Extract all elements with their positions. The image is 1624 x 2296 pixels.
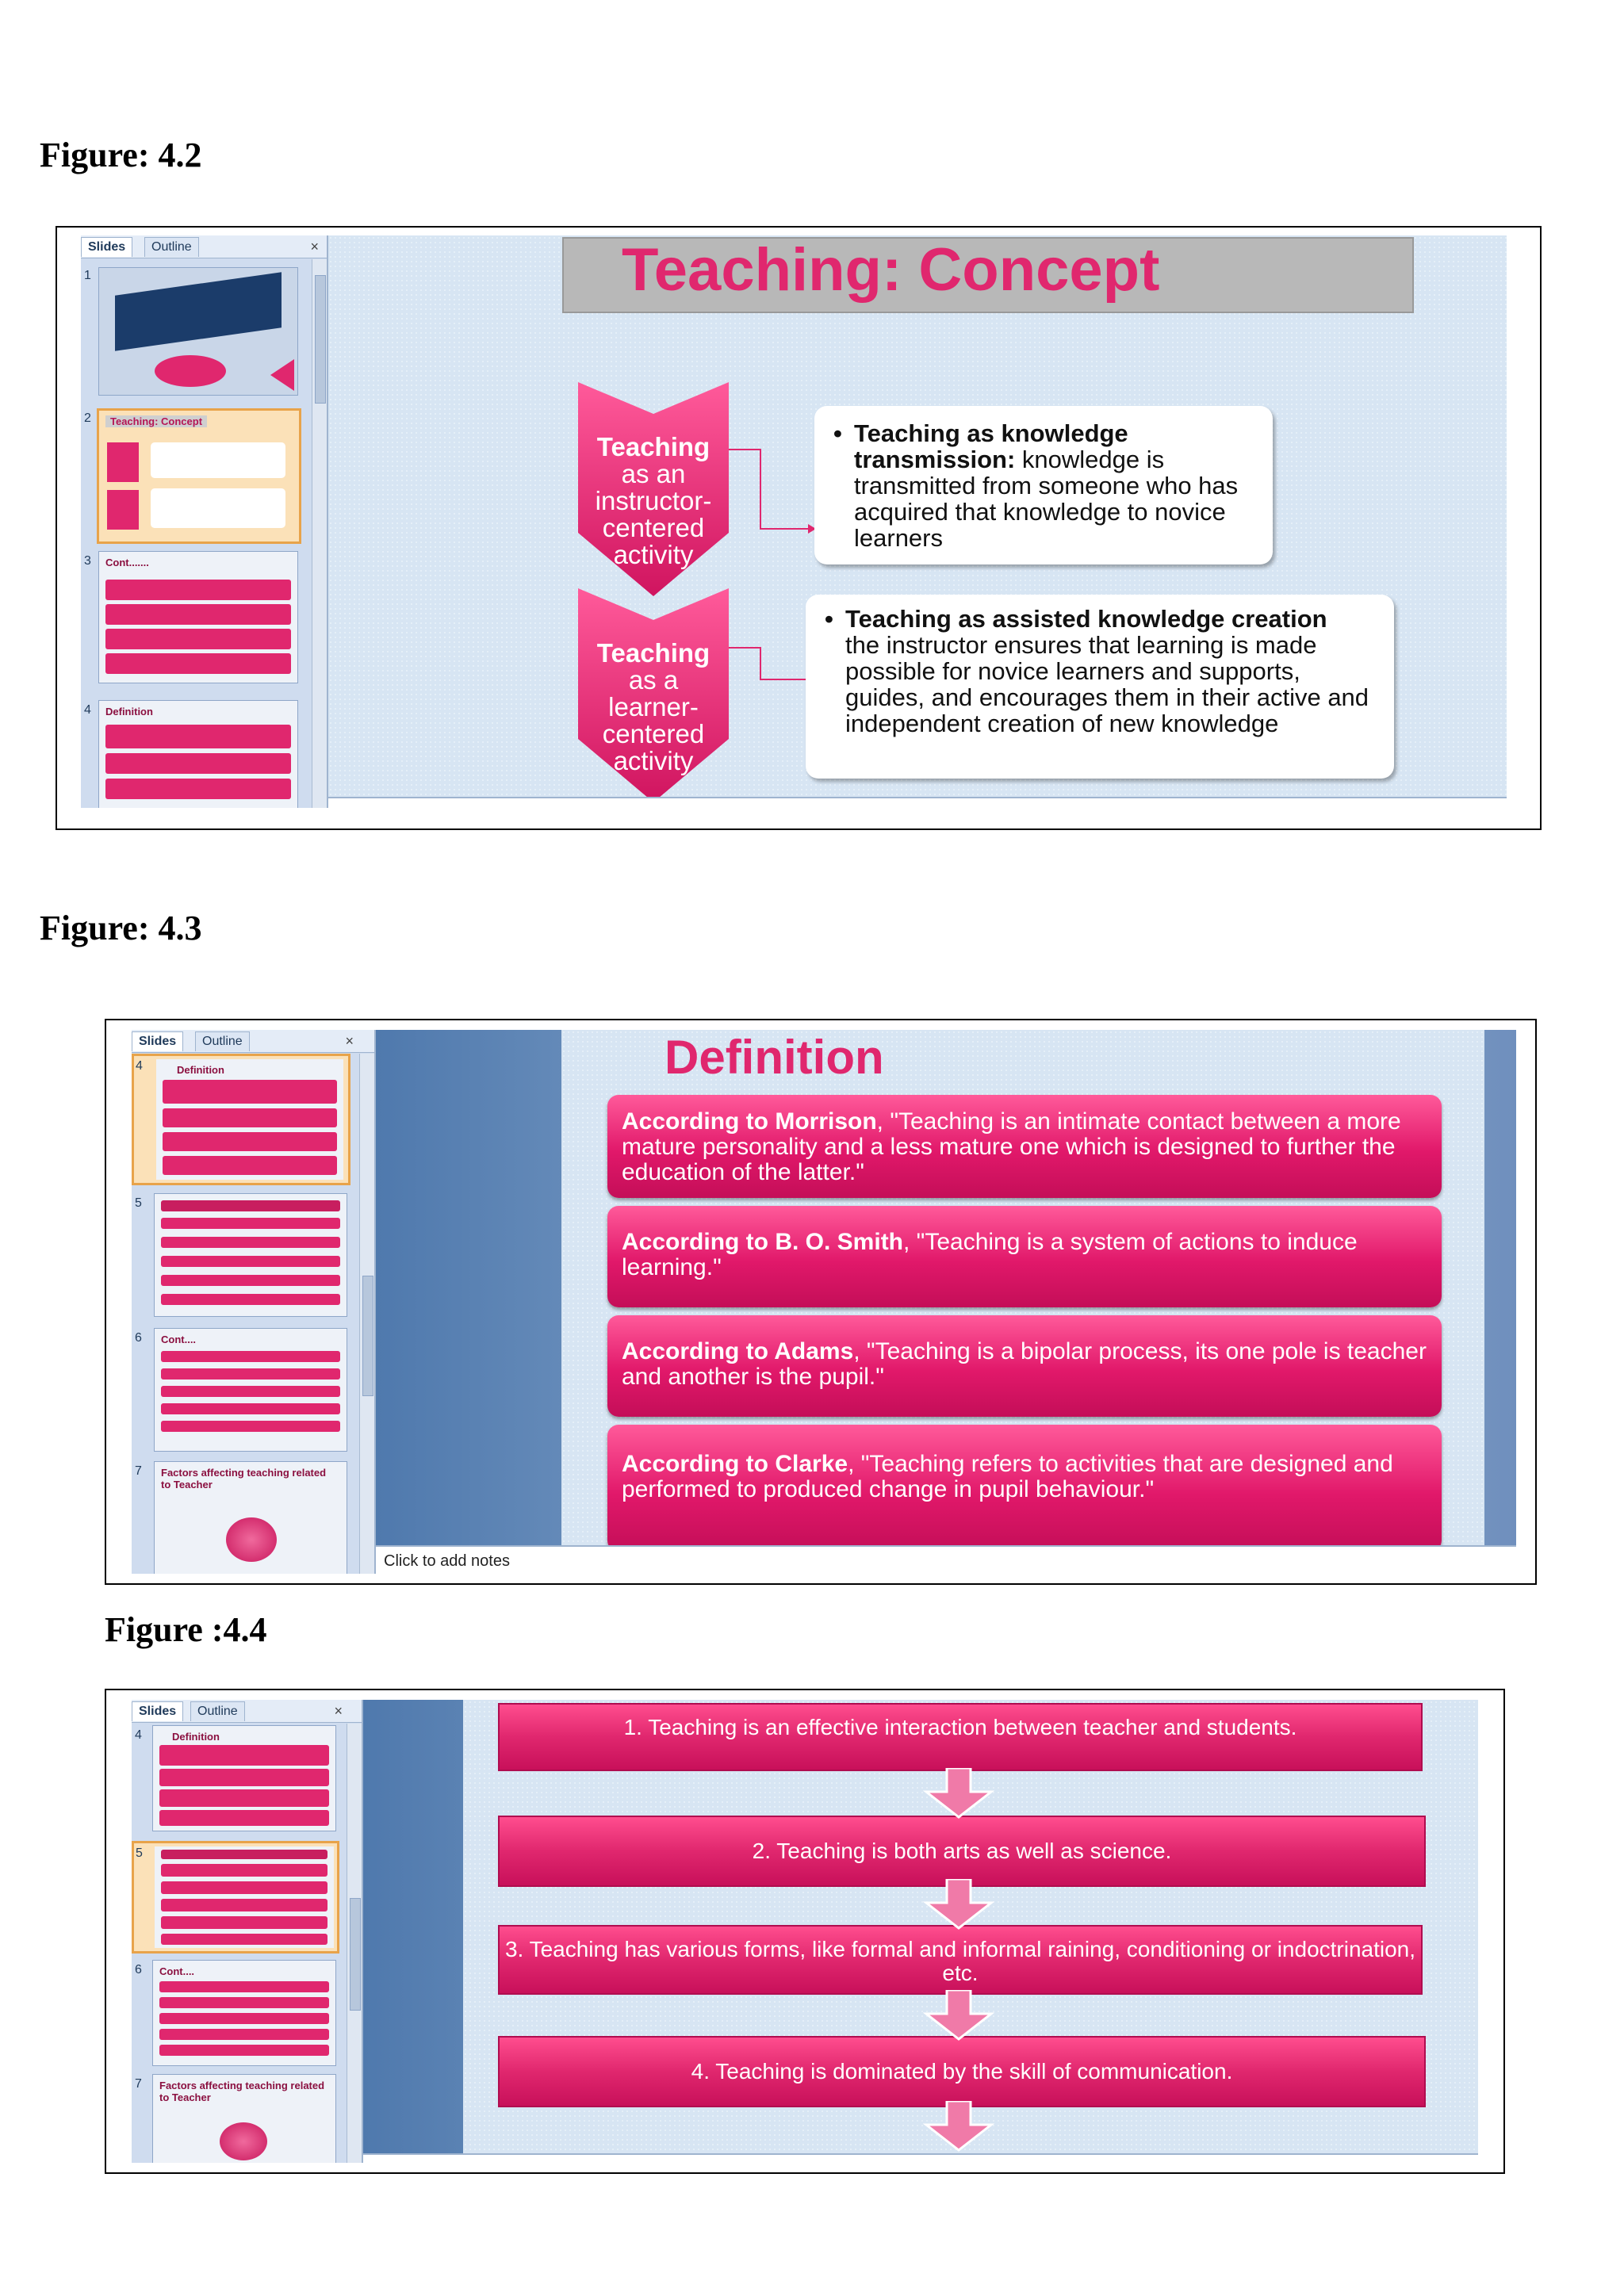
chevron-text: as an instructor-centered activity: [595, 459, 712, 569]
thumb-number: 5: [136, 1846, 143, 1860]
figure-caption-4-3: Figure: 4.3: [40, 909, 202, 947]
figure-caption-4-2: Figure: 4.2: [40, 136, 202, 174]
thumb-bar: [159, 1997, 329, 2008]
thumb-bar: [163, 1108, 337, 1127]
thumb-number: 1: [84, 269, 91, 282]
scrollbar-thumb[interactable]: [350, 1898, 361, 2011]
thumb-bar: [161, 1275, 340, 1286]
thumb-box: [151, 488, 285, 528]
thumb-title: Teaching: Concept: [105, 415, 207, 427]
thumb-bar: [161, 1386, 340, 1397]
tab-slides[interactable]: Slides: [132, 1031, 183, 1051]
slide-thumbnail[interactable]: [154, 1193, 347, 1317]
thumb-bar: [159, 1769, 329, 1786]
thumb-title: Cont....: [159, 1965, 195, 1977]
flow-step: 1. Teaching is an effective interaction between teacher and students.: [498, 1703, 1423, 1771]
thumb-title: Definition: [172, 1731, 220, 1743]
definition-text: , "Teaching is a bipolar process, its one pole is teacher and another is the pupil.": [622, 1338, 1427, 1390]
definition-text: , "Teaching refers to activities that are designed and performed to produced change in pupil behaviour.": [622, 1451, 1393, 1502]
tab-outline[interactable]: Outline: [190, 1701, 245, 1721]
thumb-bar: [161, 1256, 340, 1267]
thumb-bar: [161, 1916, 327, 1929]
close-icon[interactable]: ×: [334, 1703, 343, 1719]
slide-thumbnail-selected[interactable]: [132, 1054, 350, 1185]
scrollbar-thumb[interactable]: [315, 275, 326, 404]
pane-tabs: [132, 1700, 362, 1723]
box-bold: Teaching as assisted knowledge creation: [845, 605, 1327, 633]
pane-tabs: [132, 1030, 374, 1053]
thumb-bar: [159, 2013, 329, 2024]
thumb-bar: [105, 779, 291, 799]
pane-tabs: [81, 235, 327, 258]
chevron-label: [580, 640, 726, 775]
definition-box: [607, 1095, 1442, 1198]
powerpoint-window: [132, 1030, 1516, 1574]
thumb-oval: [155, 355, 226, 387]
thumb-title: Definition: [177, 1064, 224, 1076]
slides-pane: [132, 1700, 363, 2163]
thumb-bar: [161, 1351, 340, 1362]
definition-source: According to Adams: [622, 1338, 854, 1364]
definition-text: , "Teaching is an intimate contact between a more mature personality and a less mature one which is designed to further the education of the latter.": [622, 1108, 1401, 1185]
thumb-bar: [105, 580, 291, 600]
thumb-bar: [161, 1421, 340, 1432]
thumb-bar: [161, 1294, 340, 1305]
close-icon[interactable]: ×: [310, 239, 319, 254]
thumb-triangle-icon: [270, 359, 294, 391]
thumb-bar: [161, 1403, 340, 1414]
thumb-bar: [159, 2045, 329, 2056]
thumb-bar: [105, 653, 291, 674]
thumb-chevron: [107, 490, 139, 530]
definition-source: According to Clarke: [622, 1451, 848, 1477]
thumb-body: [156, 1059, 343, 1180]
thumb-title: Factors affecting teaching related to Teacher: [161, 1467, 327, 1490]
arrow-down-icon: [923, 1879, 994, 1930]
thumb-bar: [161, 1934, 327, 1945]
arrow-down-icon: [923, 2101, 994, 2152]
thumb-bar: [161, 1200, 340, 1211]
thumb-bar: [161, 1218, 340, 1229]
thumb-bar: [163, 1156, 337, 1175]
notes-pane[interactable]: [376, 1545, 1516, 1574]
thumb-body: [155, 1846, 334, 1948]
close-icon[interactable]: ×: [345, 1033, 354, 1049]
notes-pane[interactable]: [363, 2153, 1478, 2163]
box-bold: Teaching as knowledge transmission:: [854, 419, 1128, 473]
thumb-bar: [105, 753, 291, 774]
arrow-down-icon: [923, 1768, 994, 1819]
bullet-icon: •: [825, 605, 833, 633]
thumb-title: Cont.......: [105, 557, 149, 568]
thumb-title: Definition: [105, 706, 153, 718]
notes-pane[interactable]: [328, 797, 1507, 808]
chevron-text: as a learner-centered activity: [602, 665, 705, 775]
thumb-number: 7: [135, 2077, 142, 2091]
thumbnail-scrollbar[interactable]: [347, 1724, 362, 2163]
thumb-bar: [105, 629, 291, 649]
powerpoint-window: [132, 1700, 1478, 2163]
thumb-flower-icon: [220, 2122, 267, 2160]
thumb-bar: [163, 1080, 337, 1104]
definition-source: According to Morrison: [622, 1108, 877, 1135]
flow-step: 2. Teaching is both arts as well as science.: [498, 1816, 1426, 1887]
chevron-bold: Teaching: [596, 432, 710, 461]
thumb-title: Cont....: [161, 1334, 197, 1345]
bullet-icon: •: [833, 419, 842, 447]
flow-step: 4. Teaching is dominated by the skill of communication.: [498, 2036, 1426, 2107]
figure-4-2-frame: [56, 226, 1542, 830]
thumb-number: 4: [136, 1059, 143, 1073]
thumb-title-banner: [115, 272, 282, 351]
thumb-bar: [163, 1132, 337, 1151]
thumb-number: 2: [84, 411, 91, 425]
slides-pane: [81, 235, 328, 808]
slide-title: Teaching: Concept: [622, 236, 1160, 304]
thumb-box: [151, 442, 285, 478]
chevron-bold: Teaching: [596, 638, 710, 668]
concept-box-1: [814, 406, 1273, 564]
chevron-label: [580, 434, 726, 568]
thumb-bar: [159, 1745, 329, 1766]
tab-slides[interactable]: Slides: [81, 237, 132, 257]
slide-canvas[interactable]: [561, 1030, 1484, 1545]
thumb-number: 6: [135, 1331, 142, 1345]
figure-4-4-frame: [105, 1689, 1505, 2174]
thumb-bar: [105, 725, 291, 748]
tab-outline[interactable]: Outline: [144, 237, 199, 257]
powerpoint-window: [81, 235, 1507, 808]
box-text: the instructor ensures that learning is made possible for novice learners and supports, guides, and encourages them in their active and independent creation of new knowledge: [845, 631, 1369, 737]
thumb-bar: [161, 1864, 327, 1877]
thumb-bar: [161, 1881, 327, 1894]
scrollbar-thumb[interactable]: [362, 1276, 373, 1396]
slides-pane: [132, 1030, 376, 1574]
definition-box: [607, 1425, 1442, 1552]
thumb-bar: [159, 1981, 329, 1992]
definition-box: [607, 1315, 1442, 1417]
arrow-down-icon: [923, 1990, 994, 2041]
slide-thumbnail[interactable]: [98, 551, 298, 683]
slide-thumbnail[interactable]: [154, 1328, 347, 1452]
thumb-number: 4: [84, 703, 91, 717]
thumb-number: 5: [135, 1196, 142, 1210]
thumb-bar: [159, 2029, 329, 2040]
figure-caption-4-4: Figure :4.4: [105, 1610, 267, 1649]
definition-source: According to B. O. Smith: [622, 1229, 904, 1255]
thumb-bar: [161, 1237, 340, 1248]
thumb-number: 3: [84, 554, 91, 568]
definition-text: , "Teaching is a system of actions to induce learning.": [622, 1229, 1358, 1280]
flow-step: 3. Teaching has various forms, like formal and informal raining, conditioning or indoctrination, etc.: [498, 1925, 1423, 1995]
thumbnail-scrollbar[interactable]: [359, 1054, 374, 1574]
thumb-chevron: [107, 442, 139, 482]
definition-box: [607, 1206, 1442, 1307]
tab-outline[interactable]: Outline: [195, 1031, 250, 1051]
slide-canvas[interactable]: [328, 235, 1507, 797]
thumb-bar: [159, 1789, 329, 1807]
thumb-bar: [161, 1368, 340, 1380]
box-text: knowledge is transmitted from someone who has acquired that knowledge to novice learners: [854, 446, 1239, 552]
thumb-bar: [159, 1810, 329, 1826]
thumbnail-scrollbar[interactable]: [312, 259, 327, 808]
thumb-bar: [161, 1899, 327, 1911]
figure-4-3-frame: [105, 1019, 1537, 1585]
thumb-flower-icon: [226, 1517, 277, 1562]
thumb-number: 4: [135, 1728, 142, 1742]
thumb-title: Factors affecting teaching related to Teacher: [159, 2080, 325, 2103]
slide-thumbnail[interactable]: [152, 2074, 336, 2163]
connector-arrows: [729, 434, 816, 695]
slide-thumbnail[interactable]: [98, 700, 298, 808]
slide-thumbnail-selected[interactable]: [132, 1841, 339, 1954]
notes-placeholder[interactable]: Click to add notes: [384, 1552, 510, 1570]
thumb-number: 7: [135, 1464, 142, 1478]
slide-thumbnail[interactable]: [152, 1960, 336, 2066]
thumb-bar: [161, 1850, 327, 1859]
slide-thumbnail[interactable]: [98, 267, 298, 396]
slide-thumbnail[interactable]: [152, 1725, 336, 1831]
slide-canvas[interactable]: [463, 1700, 1478, 2153]
tab-slides[interactable]: Slides: [132, 1701, 183, 1721]
slide-thumbnail[interactable]: [154, 1461, 347, 1574]
slide-thumbnail-selected[interactable]: [97, 408, 301, 544]
slide-title: Definition: [665, 1031, 884, 1084]
concept-box-2: [806, 595, 1394, 779]
thumb-number: 6: [135, 1963, 142, 1976]
thumb-bar: [105, 604, 291, 625]
